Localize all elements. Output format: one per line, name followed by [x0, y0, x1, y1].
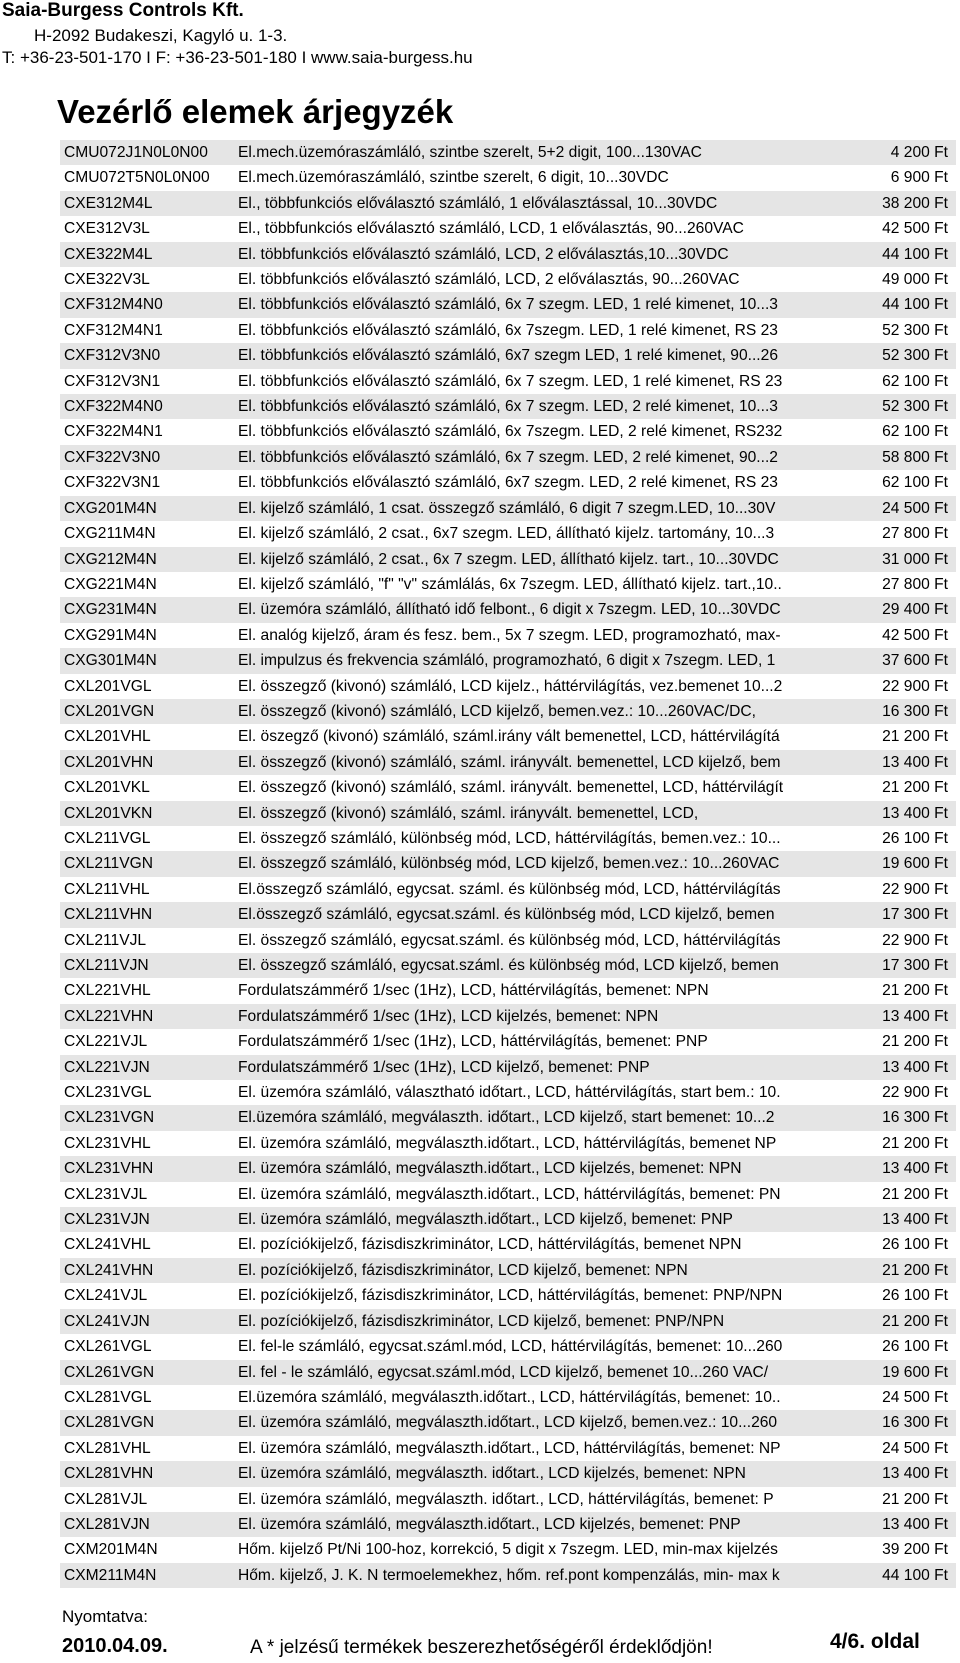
product-code: CXE322M4L	[60, 242, 236, 267]
product-code: CXL221VHN	[60, 1004, 236, 1029]
table-row	[60, 902, 956, 927]
product-code: CXF312M4N1	[60, 318, 236, 343]
product-code: CXL221VHL	[60, 978, 236, 1003]
product-code: CXF312V3N0	[60, 343, 236, 368]
table-row	[60, 267, 956, 292]
table-row	[60, 1131, 956, 1156]
product-description: El. üzemóra számláló, megválaszth.időtart., LCD, háttérvilágítás, bemenet NP	[236, 1131, 844, 1156]
table-row	[60, 1334, 956, 1359]
product-description: El. üzemóra számláló, megválaszth. időtart., LCD kijelzés, bemenet: NPN	[236, 1461, 844, 1486]
product-description: El. üzemóra számláló, megválaszth.időtart., LCD kijelző, bemenet: PNP	[236, 1207, 844, 1232]
table-row	[60, 1461, 956, 1486]
product-price: 52 300 Ft	[844, 394, 956, 419]
product-price: 42 500 Ft	[844, 623, 956, 648]
table-row	[60, 1283, 956, 1308]
product-price: 27 800 Ft	[844, 521, 956, 546]
product-price: 13 400 Ft	[844, 1207, 956, 1232]
table-row	[60, 1436, 956, 1461]
table-row	[60, 1563, 956, 1588]
product-price: 37 600 Ft	[844, 648, 956, 673]
product-code: CXM211M4N	[60, 1563, 236, 1588]
product-description: El. pozíciókijelző, fázisdiszkriminátor, LCD kijelző, bemenet: PNP/NPN	[236, 1309, 844, 1334]
product-code: CXL281VGN	[60, 1410, 236, 1435]
product-description: El. kijelző számláló, "f" "v" számlálás, 6x 7szegm. LED, állítható kijelz. tart.,10..	[236, 572, 844, 597]
product-description: El. többfunkciós előválasztó számláló, 6x 7szegm. LED, 2 relé kimenet, RS232	[236, 419, 844, 444]
product-description: El.mech.üzemóraszámláló, szintbe szerelt, 5+2 digit, 100...130VAC	[236, 140, 844, 165]
product-code: CXG211M4N	[60, 521, 236, 546]
product-price: 24 500 Ft	[844, 496, 956, 521]
product-code: CXL201VGL	[60, 674, 236, 699]
table-row	[60, 547, 956, 572]
product-description: El. kijelző számláló, 1 csat. összegző számláló, 6 digit 7 szegm.LED, 10...30V	[236, 496, 844, 521]
product-price: 13 400 Ft	[844, 1512, 956, 1537]
table-row	[60, 724, 956, 749]
product-code: CMU072J1N0L0N00	[60, 140, 236, 165]
product-code: CXL201VGN	[60, 699, 236, 724]
table-row	[60, 978, 956, 1003]
product-code: CXL241VJN	[60, 1309, 236, 1334]
product-price: 21 200 Ft	[844, 1487, 956, 1512]
product-price: 62 100 Ft	[844, 419, 956, 444]
product-description: El. többfunkciós előválasztó számláló, LCD, 2 előválasztás,10...30VDC	[236, 242, 844, 267]
product-description: El.mech.üzemóraszámláló, szintbe szerelt, 6 digit, 10...30VDC	[236, 165, 844, 190]
printed-label: Nyomtatva:	[62, 1607, 148, 1626]
product-description: Hőm. kijelző, J. K. N termoelemekhez, hőm. ref.pont kompenzálás, min- max k	[236, 1563, 844, 1588]
product-description: Fordulatszámmérő 1/sec (1Hz), LCD kijelzés, bemenet: NPN	[236, 1004, 844, 1029]
table-row	[60, 877, 956, 902]
product-description: El. fel - le számláló, egycsat.száml.mód, LCD kijelző, bemenet 10...260 VAC/	[236, 1360, 844, 1385]
table-row	[60, 1232, 956, 1257]
table-row	[60, 1410, 956, 1435]
table-row	[60, 1156, 956, 1181]
product-code: CXG291M4N	[60, 623, 236, 648]
table-row	[60, 851, 956, 876]
product-code: CXL211VGL	[60, 826, 236, 851]
table-row	[60, 1512, 956, 1537]
product-description: El. összegző (kivonó) számláló, száml. irányvált. bemenettel, LCD kijelző, bem	[236, 750, 844, 775]
table-row	[60, 343, 956, 368]
table-row	[60, 1029, 956, 1054]
product-code: CXL201VHL	[60, 724, 236, 749]
product-code: CXE312V3L	[60, 216, 236, 241]
product-code: CXL211VHL	[60, 877, 236, 902]
table-row	[60, 623, 956, 648]
product-price: 13 400 Ft	[844, 750, 956, 775]
product-price: 13 400 Ft	[844, 801, 956, 826]
product-description: El.üzemóra számláló, megválaszth.időtart., LCD, háttérvilágítás, bemenet: 10..	[236, 1385, 844, 1410]
product-description: Hőm. kijelző Pt/Ni 100-hoz, korrekció, 5 digit x 7szegm. LED, min-max kijelzés	[236, 1537, 844, 1562]
product-price: 44 100 Ft	[844, 242, 956, 267]
product-price: 26 100 Ft	[844, 826, 956, 851]
product-code: CXL231VJN	[60, 1207, 236, 1232]
product-price: 21 200 Ft	[844, 1309, 956, 1334]
product-code: CXE312M4L	[60, 191, 236, 216]
product-price: 39 200 Ft	[844, 1537, 956, 1562]
page-number: 4/6. oldal	[830, 1630, 920, 1653]
table-row	[60, 572, 956, 597]
product-description: Fordulatszámmérő 1/sec (1Hz), LCD, háttérvilágítás, bemenet: PNP	[236, 1029, 844, 1054]
product-price: 26 100 Ft	[844, 1232, 956, 1257]
product-description: El. fel-le számláló, egycsat.száml.mód, LCD, háttérvilágítás, bemenet: 10...260	[236, 1334, 844, 1359]
product-code: CXL211VJL	[60, 928, 236, 953]
product-code: CXL211VGN	[60, 851, 236, 876]
product-price: 24 500 Ft	[844, 1385, 956, 1410]
product-description: El. pozíciókijelző, fázisdiszkriminátor, LCD kijelző, bemenet: NPN	[236, 1258, 844, 1283]
product-description: El. üzemóra számláló, megválaszth.időtart., LCD kijelző, bemen.vez.: 10...260	[236, 1410, 844, 1435]
product-description: El. pozíciókijelző, fázisdiszkriminátor, LCD, háttérvilágítás, bemenet: PNP/NPN	[236, 1283, 844, 1308]
product-price: 16 300 Ft	[844, 1410, 956, 1435]
table-row	[60, 1385, 956, 1410]
product-code: CXL231VGN	[60, 1105, 236, 1130]
product-description: Fordulatszámmérő 1/sec (1Hz), LCD, háttérvilágítás, bemenet: NPN	[236, 978, 844, 1003]
product-price: 13 400 Ft	[844, 1461, 956, 1486]
product-code: CXF322M4N0	[60, 394, 236, 419]
product-price: 16 300 Ft	[844, 699, 956, 724]
table-row	[60, 419, 956, 444]
product-description: El., többfunkciós előválasztó számláló, 1 előválasztással, 10...30VDC	[236, 191, 844, 216]
table-row	[60, 648, 956, 673]
product-code: CXF322M4N1	[60, 419, 236, 444]
product-description: El.összegző számláló, egycsat.száml. és különbség mód, LCD kijelző, bemen	[236, 902, 844, 927]
product-description: El. összegző számláló, egycsat.száml. és különbség mód, LCD kijelző, bemen	[236, 953, 844, 978]
product-price: 22 900 Ft	[844, 1080, 956, 1105]
table-row	[60, 1004, 956, 1029]
product-description: El. kijelző számláló, 2 csat., 6x 7 szegm. LED, állítható kijelz. tart., 10...30VDC	[236, 547, 844, 572]
product-description: El. többfunkciós előválasztó számláló, 6x 7szegm. LED, 1 relé kimenet, RS 23	[236, 318, 844, 343]
product-code: CXL281VGL	[60, 1385, 236, 1410]
product-price: 21 200 Ft	[844, 1131, 956, 1156]
product-description: El. pozíciókijelző, fázisdiszkriminátor, LCD, háttérvilágítás, bemenet NPN	[236, 1232, 844, 1257]
print-date: 2010.04.09.	[62, 1635, 168, 1657]
product-price: 4 200 Ft	[844, 140, 956, 165]
product-price: 49 000 Ft	[844, 267, 956, 292]
product-description: El. többfunkciós előválasztó számláló, 6x 7 szegm. LED, 2 relé kimenet, 10...3	[236, 394, 844, 419]
table-row	[60, 216, 956, 241]
product-description: El. összegző (kivonó) számláló, LCD kijelző, bemen.vez.: 10...260VAC/DC,	[236, 699, 844, 724]
table-row	[60, 1537, 956, 1562]
product-code: CXL221VJL	[60, 1029, 236, 1054]
product-description: El.összegző számláló, egycsat. száml. és különbség mód, LCD, háttérvilágítás	[236, 877, 844, 902]
product-code: CXG231M4N	[60, 597, 236, 622]
product-description: El. összegző (kivonó) számláló, LCD kijelz., háttérvilágítás, vez.bemenet 10...2	[236, 674, 844, 699]
product-code: CXL281VJN	[60, 1512, 236, 1537]
product-code: CXE322V3L	[60, 267, 236, 292]
product-code: CXG221M4N	[60, 572, 236, 597]
product-price: 44 100 Ft	[844, 1563, 956, 1588]
product-description: El. üzemóra számláló, megválaszth.időtart., LCD, háttérvilágítás, bemenet: PN	[236, 1182, 844, 1207]
product-code: CXL201VKN	[60, 801, 236, 826]
company-contact: T: +36-23-501-170 I F: +36-23-501-180 I www.saia-burgess.hu	[2, 48, 473, 67]
product-code: CXL241VHN	[60, 1258, 236, 1283]
product-price: 21 200 Ft	[844, 1258, 956, 1283]
table-row	[60, 445, 956, 470]
product-price: 21 200 Ft	[844, 775, 956, 800]
product-code: CXL281VJL	[60, 1487, 236, 1512]
table-row	[60, 318, 956, 343]
product-code: CXL231VHN	[60, 1156, 236, 1181]
product-price: 62 100 Ft	[844, 470, 956, 495]
table-row	[60, 1309, 956, 1334]
product-description: El. összegző számláló, különbség mód, LCD kijelző, bemen.vez.: 10...260VAC	[236, 851, 844, 876]
price-table	[60, 140, 956, 1588]
table-row	[60, 775, 956, 800]
product-code: CXL241VJL	[60, 1283, 236, 1308]
product-price: 52 300 Ft	[844, 343, 956, 368]
page-title: Vezérlő elemek árjegyzék	[57, 93, 454, 130]
product-description: El.üzemóra számláló, megválaszth. időtart., LCD kijelző, start bemenet: 10...2	[236, 1105, 844, 1130]
product-description: El., többfunkciós előválasztó számláló, LCD, 1 előválasztás, 90...260VAC	[236, 216, 844, 241]
product-description: El. öszegző (kivonó) számláló, száml.irány vált bemenettel, LCD, háttérvilágítá	[236, 724, 844, 749]
product-code: CXL221VJN	[60, 1055, 236, 1080]
product-price: 13 400 Ft	[844, 1156, 956, 1181]
product-code: CXM201M4N	[60, 1537, 236, 1562]
table-row	[60, 140, 956, 165]
product-price: 22 900 Ft	[844, 674, 956, 699]
table-row	[60, 394, 956, 419]
table-row	[60, 165, 956, 190]
product-description: El. üzemóra számláló, megválaszth.időtart., LCD, háttérvilágítás, bemenet: NP	[236, 1436, 844, 1461]
product-price: 38 200 Ft	[844, 191, 956, 216]
product-code: CXF312V3N1	[60, 369, 236, 394]
table-row	[60, 496, 956, 521]
product-code: CXL231VJL	[60, 1182, 236, 1207]
product-description: El. üzemóra számláló, megválaszth. időtart., LCD, háttérvilágítás, bemenet: P	[236, 1487, 844, 1512]
product-price: 44 100 Ft	[844, 292, 956, 317]
product-code: CXG301M4N	[60, 648, 236, 673]
product-price: 13 400 Ft	[844, 1004, 956, 1029]
product-description: El. többfunkciós előválasztó számláló, 6x 7 szegm. LED, 1 relé kimenet, RS 23	[236, 369, 844, 394]
product-price: 26 100 Ft	[844, 1334, 956, 1359]
product-description: El. üzemóra számláló, megválaszth.időtart., LCD kijelzés, bemenet: NPN	[236, 1156, 844, 1181]
product-description: El. üzemóra számláló, megválaszth.időtart., LCD kijelzés, bemenet: PNP	[236, 1512, 844, 1537]
product-code: CXL261VGN	[60, 1360, 236, 1385]
product-description: El. üzemóra számláló, állítható idő felbont., 6 digit x 7szegm. LED, 10...30VDC	[236, 597, 844, 622]
product-price: 26 100 Ft	[844, 1283, 956, 1308]
product-price: 22 900 Ft	[844, 928, 956, 953]
product-price: 27 800 Ft	[844, 572, 956, 597]
product-price: 19 600 Ft	[844, 851, 956, 876]
product-price: 21 200 Ft	[844, 1182, 956, 1207]
product-price: 16 300 Ft	[844, 1105, 956, 1130]
table-row	[60, 1105, 956, 1130]
table-row	[60, 292, 956, 317]
product-description: El. összegző (kivonó) számláló, száml. irányvált. bemenettel, LCD,	[236, 801, 844, 826]
company-name: Saia-Burgess Controls Kft.	[2, 0, 244, 21]
table-row	[60, 1258, 956, 1283]
table-row	[60, 470, 956, 495]
product-price: 21 200 Ft	[844, 978, 956, 1003]
table-row	[60, 242, 956, 267]
product-price: 62 100 Ft	[844, 369, 956, 394]
product-code: CXL231VHL	[60, 1131, 236, 1156]
table-row	[60, 1207, 956, 1232]
product-price: 58 800 Ft	[844, 445, 956, 470]
company-address: H-2092 Budakeszi, Kagyló u. 1-3.	[34, 26, 288, 45]
product-code: CXL231VGL	[60, 1080, 236, 1105]
product-description: Fordulatszámmérő 1/sec (1Hz), LCD kijelző, bemenet: PNP	[236, 1055, 844, 1080]
product-price: 42 500 Ft	[844, 216, 956, 241]
product-code: CXL211VJN	[60, 953, 236, 978]
product-code: CXL241VHL	[60, 1232, 236, 1257]
availability-notice: A * jelzésű termékek beszerezhetőségéről érdeklődjön!	[250, 1637, 713, 1658]
product-price: 21 200 Ft	[844, 724, 956, 749]
product-description: El. többfunkciós előválasztó számláló, LCD, 2 előválasztás, 90...260VAC	[236, 267, 844, 292]
product-price: 17 300 Ft	[844, 953, 956, 978]
table-row	[60, 1055, 956, 1080]
table-row	[60, 928, 956, 953]
product-code: CXF322V3N1	[60, 470, 236, 495]
table-row	[60, 826, 956, 851]
table-row	[60, 1360, 956, 1385]
product-price: 52 300 Ft	[844, 318, 956, 343]
table-row	[60, 369, 956, 394]
product-code: CXL201VKL	[60, 775, 236, 800]
product-code: CXL281VHN	[60, 1461, 236, 1486]
product-code: CMU072T5N0L0N00	[60, 165, 236, 190]
product-code: CXF312M4N0	[60, 292, 236, 317]
table-row	[60, 699, 956, 724]
product-code: CXF322V3N0	[60, 445, 236, 470]
product-code: CXL261VGL	[60, 1334, 236, 1359]
product-price: 6 900 Ft	[844, 165, 956, 190]
table-row	[60, 1080, 956, 1105]
table-row	[60, 674, 956, 699]
product-description: El. többfunkciós előválasztó számláló, 6x7 szegm. LED, 2 relé kimenet, RS 23	[236, 470, 844, 495]
product-price: 31 000 Ft	[844, 547, 956, 572]
table-row	[60, 801, 956, 826]
product-code: CXL201VHN	[60, 750, 236, 775]
product-price: 21 200 Ft	[844, 1029, 956, 1054]
product-code: CXG201M4N	[60, 496, 236, 521]
product-description: El. összegző számláló, különbség mód, LCD, háttérvilágítás, bemen.vez.: 10...	[236, 826, 844, 851]
product-description: El. kijelző számláló, 2 csat., 6x7 szegm. LED, állítható kijelz. tartomány, 10...3	[236, 521, 844, 546]
table-row	[60, 521, 956, 546]
product-price: 19 600 Ft	[844, 1360, 956, 1385]
product-description: El. üzemóra számláló, választható időtart., LCD, háttérvilágítás, start bem.: 10.	[236, 1080, 844, 1105]
product-price: 13 400 Ft	[844, 1055, 956, 1080]
product-description: El. összegző (kivonó) számláló, száml. irányvált. bemenettel, LCD, háttérvilágít	[236, 775, 844, 800]
product-description: El. analóg kijelző, áram és fesz. bem., 5x 7 szegm. LED, programozható, max-	[236, 623, 844, 648]
product-description: El. többfunkciós előválasztó számláló, 6x7 szegm LED, 1 relé kimenet, 90...26	[236, 343, 844, 368]
product-price: 29 400 Ft	[844, 597, 956, 622]
product-price: 24 500 Ft	[844, 1436, 956, 1461]
product-description: El. többfunkciós előválasztó számláló, 6x 7 szegm. LED, 2 relé kimenet, 90...2	[236, 445, 844, 470]
product-price: 17 300 Ft	[844, 902, 956, 927]
product-description: El. többfunkciós előválasztó számláló, 6x 7 szegm. LED, 1 relé kimenet, 10...3	[236, 292, 844, 317]
table-row	[60, 1487, 956, 1512]
product-code: CXL211VHN	[60, 902, 236, 927]
table-row	[60, 750, 956, 775]
product-description: El. összegző számláló, egycsat.száml. és különbség mód, LCD, háttérvilágítás	[236, 928, 844, 953]
table-row	[60, 953, 956, 978]
table-row	[60, 191, 956, 216]
product-price: 22 900 Ft	[844, 877, 956, 902]
table-row	[60, 1182, 956, 1207]
table-row	[60, 597, 956, 622]
product-code: CXL281VHL	[60, 1436, 236, 1461]
product-description: El. impulzus és frekvencia számláló, programozható, 6 digit x 7szegm. LED, 1	[236, 648, 844, 673]
product-code: CXG212M4N	[60, 547, 236, 572]
